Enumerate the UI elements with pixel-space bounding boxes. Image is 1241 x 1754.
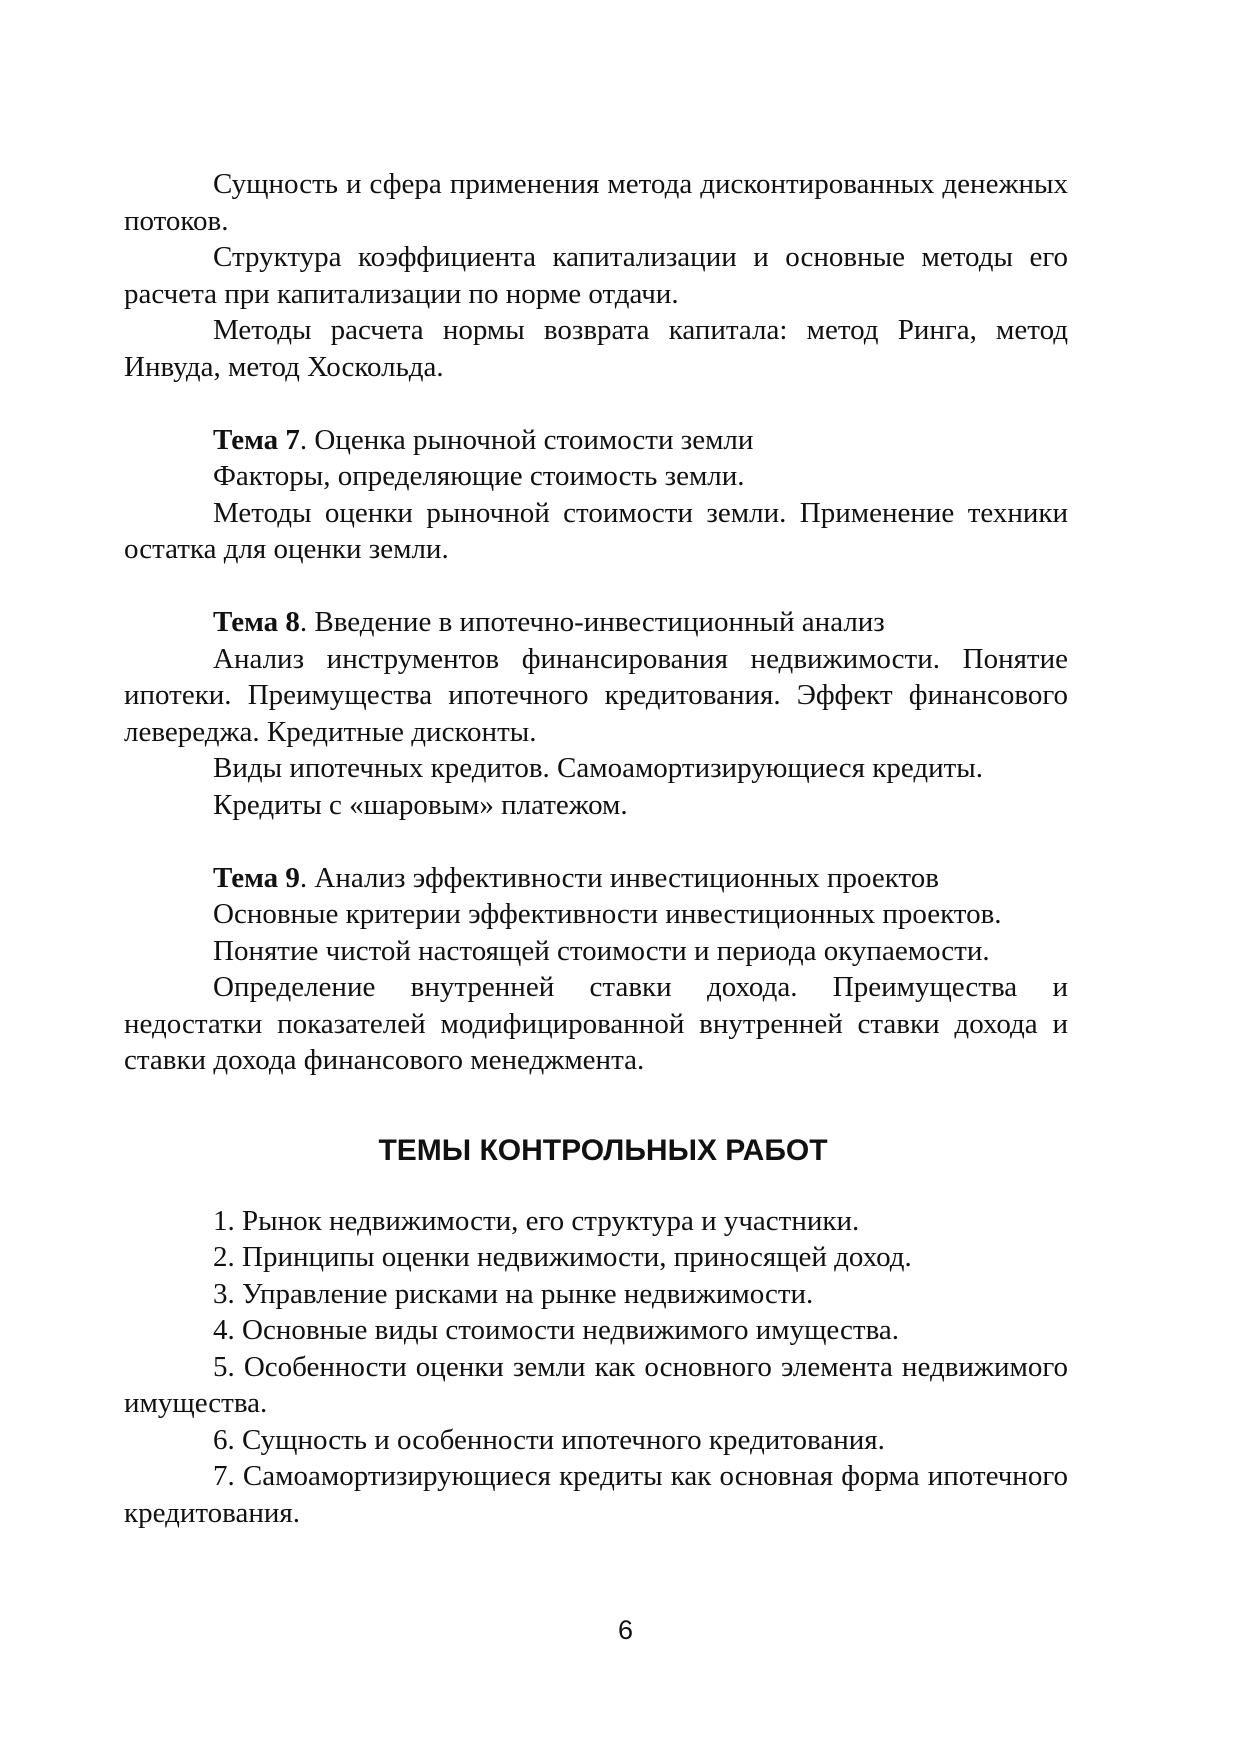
spacer <box>124 1079 1068 1131</box>
theme-title-text: . Введение в ипотечно-инвестиционный анализ <box>299 606 885 638</box>
control-topic-item: 4. Основные виды стоимости недвижимого имущества. <box>213 1314 900 1346</box>
theme-label: Тема 8 <box>213 606 300 638</box>
theme-paragraph: Факторы, определяющие стоимость земли. <box>213 460 745 492</box>
control-topic-item: 2. Принципы оценки недвижимости, приносящей доход. <box>213 1241 912 1273</box>
theme-7-title <box>124 422 1068 459</box>
spacer <box>124 385 1068 422</box>
theme-paragraph: Методы оценки рыночной стоимости земли. Применение техники остатка для оценки земли. <box>124 496 1068 565</box>
theme-paragraph: Анализ инструментов финансирования недвижимости. Понятие ипотеки. Преимущества ипотечного кредитования. Эффект финансового левереджа. Кредитные дисконты. <box>124 642 1068 748</box>
theme-8-title <box>124 604 1068 641</box>
theme-paragraph: Виды ипотечных кредитов. Самоамортизирующиеся кредиты. <box>213 752 984 784</box>
control-topic-item: 7. Самоамортизирующиеся кредиты как основная форма ипотечного кредитования. <box>124 1460 1068 1529</box>
page-number: 6 <box>617 1615 634 1645</box>
theme-label: Тема 9 <box>213 861 300 894</box>
spacer <box>124 823 1068 860</box>
spacer <box>124 1171 1068 1203</box>
control-topic-item: 1. Рынок недвижимости, его структура и участники. <box>213 1204 860 1237</box>
theme-paragraph: Основные критерии эффективности инвестиционных проектов. <box>213 898 1002 930</box>
theme-paragraph: Определение внутренней ставки дохода. Преимущества и недостатки показателей модифицированной внутренней ставки дохода и ставки дохода финансового менеджмента. <box>124 971 1068 1076</box>
control-topic-item: 6. Сущность и особенности ипотечного кредитования. <box>213 1423 885 1456</box>
control-topic-item: 5. Особенности оценки земли как основного элемента недвижимого имущества. <box>124 1350 1068 1419</box>
theme-title-text: . Оценка рыночной стоимости земли <box>299 423 754 456</box>
theme-paragraph: Понятие чистой настоящей стоимости и периода окупаемости. <box>213 934 990 967</box>
section-heading: ТЕМЫ КОНТРОЛЬНЫХ РАБОТ <box>378 1133 828 1167</box>
control-topic-item: 3. Управление рисками на рынке недвижимости. <box>213 1277 814 1310</box>
spacer <box>124 568 1068 605</box>
intro-paragraph: Сущность и сфера применения метода дисконтированных денежных потоков. <box>124 168 1068 237</box>
theme-label: Тема 7 <box>213 423 300 456</box>
theme-paragraph: Кредиты с «шаровым» платежом. <box>213 788 628 821</box>
theme-9-title <box>124 860 1068 897</box>
intro-paragraph: Методы расчета нормы возврата капитала: метод Ринга, метод Инвуда, метод Хоскольда. <box>124 314 1068 383</box>
intro-paragraph: Структура коэффициента капитализации и основные методы его расчета при капитализации по норме отдачи. <box>124 241 1068 310</box>
document-body <box>124 166 1068 1531</box>
theme-title-text: . Анализ эффективности инвестиционных проектов <box>299 861 939 894</box>
